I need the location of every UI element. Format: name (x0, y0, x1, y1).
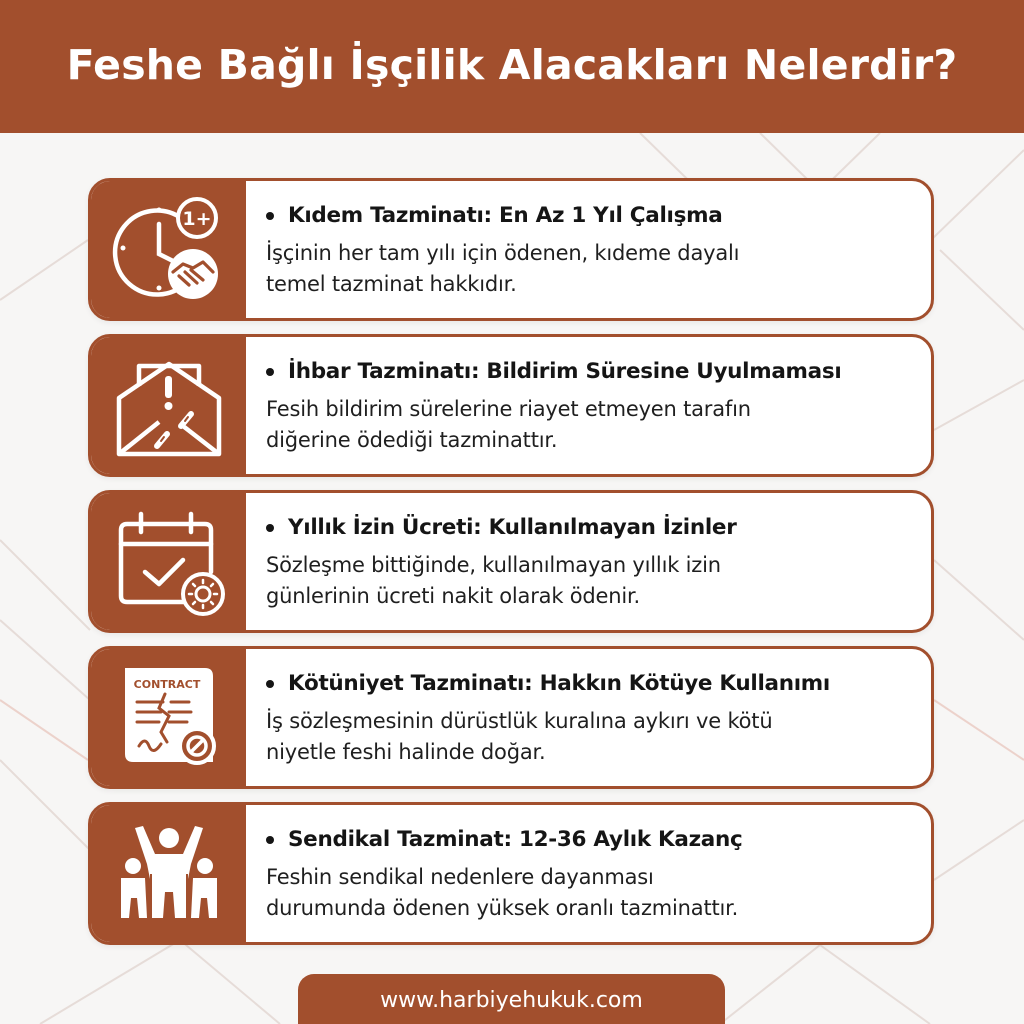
card-description-line: İş sözleşmesinin dürüstlük kuralına aykırı ve kötü (266, 709, 773, 733)
clock-handshake-icon (91, 181, 246, 318)
card-description-line: durumunda ödenen yüksek oranlı tazminattır. (266, 896, 739, 920)
card-description (266, 238, 921, 300)
card-title-text: İhbar Tazminatı: Bildirim Süresine Uyulmaması (288, 359, 842, 384)
card-title-text: Kıdem Tazminatı: En Az 1 Yıl Çalışma (288, 203, 723, 228)
card-sendikal-tazminat (88, 802, 934, 945)
card-description (266, 550, 921, 612)
header-banner (0, 0, 1024, 133)
card-title-text: Kötüniyet Tazminatı: Hakkın Kötüye Kullanımı (288, 671, 830, 696)
card-description-line: temel tazminat hakkıdır. (266, 272, 517, 296)
page-title: Feshe Bağlı İşçilik Alacakları Nelerdir? (66, 40, 958, 89)
card-title (266, 203, 921, 228)
card-description-line: Sözleşme bittiğinde, kullanılmayan yıllık izin (266, 553, 721, 577)
card-title (266, 671, 921, 696)
card-yillik-izin-ucreti (88, 490, 934, 633)
card-description (266, 706, 921, 768)
card-kotuniyet-tazminati (88, 646, 934, 789)
bullet-icon (266, 368, 274, 376)
card-ihbar-tazminati (88, 334, 934, 477)
torn-contract-icon (91, 649, 246, 786)
website-footer (298, 974, 725, 1024)
svg-text:1+: 1+ (181, 207, 212, 230)
svg-text:CONTRACT: CONTRACT (133, 677, 200, 691)
website-link[interactable]: www.harbiyehukuk.com (380, 988, 643, 1013)
card-title (266, 515, 921, 540)
bullet-icon (266, 212, 274, 220)
card-title-text: Sendikal Tazminat: 12-36 Aylık Kazanç (288, 827, 743, 852)
card-description-line: Feshin sendikal nedenlere dayanması (266, 865, 654, 889)
bullet-icon (266, 836, 274, 844)
card-description (266, 862, 921, 924)
card-description-line: Fesih bildirim sürelerine riayet etmeyen tarafın (266, 397, 751, 421)
card-title-text: Yıllık İzin Ücreti: Kullanılmayan İzinler (288, 515, 737, 540)
card-description-line: niyetle feshi halinde doğar. (266, 740, 546, 764)
card-title (266, 359, 921, 384)
bullet-icon (266, 680, 274, 688)
card-description-line: İşçinin her tam yılı için ödenen, kıdeme dayalı (266, 241, 740, 265)
calendar-check-sun-icon (91, 493, 246, 630)
card-description-line: günlerinin ücreti nakit olarak ödenir. (266, 584, 640, 608)
card-kidem-tazminati (88, 178, 934, 321)
card-description-line: diğerine ödediği tazminattır. (266, 428, 558, 452)
envelope-broken-chain-icon (91, 337, 246, 474)
card-title (266, 827, 921, 852)
bullet-icon (266, 524, 274, 532)
union-workers-icon (91, 805, 246, 942)
card-description (266, 394, 921, 456)
